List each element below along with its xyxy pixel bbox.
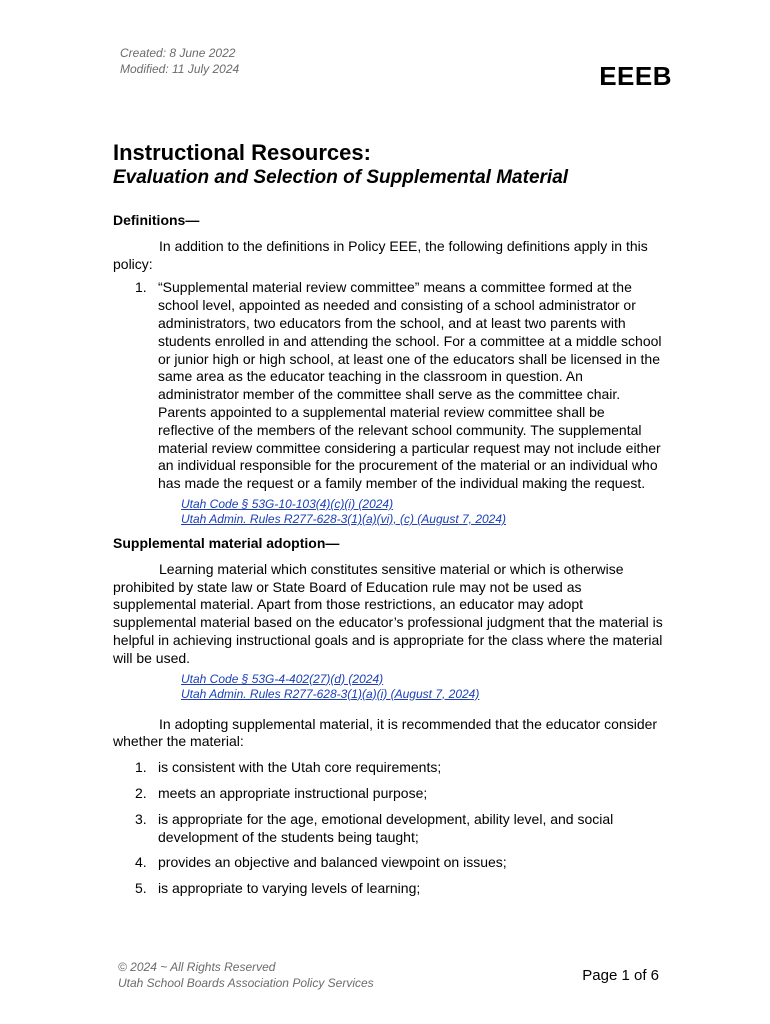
adoption-paragraph: Learning material which constitutes sensitive material or which is otherwise prohibited by state law or State Board of Education rule may not be used as supplemental material. Apart from those restrictions, an educator may adopt supplemental material based on the educator’s professional judgment that the material is helpful in achieving instructional goals and is appropriate for the class where the material will be used. [113, 560, 663, 666]
page-number: Page 1 of 6 [582, 967, 659, 984]
list-text: is consistent with the Utah core requirements; [158, 759, 442, 776]
page-title: Instructional Resources: [113, 140, 371, 165]
list-number: 1. [135, 759, 147, 776]
list-text: meets an appropriate instructional purpose; [158, 784, 428, 801]
modified-date: Modified: 11 July 2024 [120, 62, 240, 76]
page-subtitle: Evaluation and Selection of Supplemental Material [113, 167, 569, 188]
list-item [113, 880, 663, 898]
list-item [113, 854, 663, 872]
definitions-references [181, 497, 663, 527]
copyright-text: © 2024 ~ All Rights Reserved [118, 960, 276, 974]
list-number: 2. [135, 784, 147, 801]
document-meta [120, 45, 239, 77]
list-number: 5. [135, 880, 147, 897]
list-item [113, 811, 663, 847]
list-item [113, 759, 663, 777]
consider-intro: In adopting supplemental material, it is recommended that the educator consider whether the material: [113, 715, 658, 750]
list-item [113, 279, 663, 493]
adoption-heading: Supplemental material adoption— [113, 534, 340, 551]
list-text: “Supplemental material review committee” means a committee formed at the school level, appointed as needed and consisting of a school administrator or administrators, two educators from the school, and at least two parents with students enrolled in and attending the school. For a committee at a middle school or junior high or high school, at least one of the educators shall be licensed in the same area as the educator teaching in the classroom in question. An administrator member of the committee shall serve as the committee chair. Parents appointed to a supplemental material review committee shall be reflective of the members of the relevant school community. The supplemental material review committee considering a particular request may not include either an individual responsible for the procurement of the material or an individual who has made the request or a family member of the individual making the request. [158, 279, 662, 492]
policy-code: EEEB [599, 61, 672, 91]
adoption-references [181, 672, 663, 702]
list-number: 4. [135, 854, 147, 871]
definitions-heading: Definitions— [113, 212, 200, 228]
reference-link[interactable]: Utah Code § 53G-10-103(4)(c)(i) (2024) [181, 496, 394, 511]
list-item [113, 785, 663, 803]
definitions-intro: In addition to the definitions in Policy EEE, the following definitions apply in this policy: [113, 237, 648, 272]
publisher-text: Utah School Boards Association Policy Services [118, 976, 374, 990]
reference-link[interactable]: Utah Code § 53G-4-402(27)(d) (2024) [181, 671, 384, 686]
footer-copyright [118, 959, 374, 991]
list-text: is appropriate for the age, emotional development, ability level, and social development of the students being taught; [158, 810, 614, 845]
created-date: Created: 8 June 2022 [120, 46, 236, 60]
reference-link[interactable]: Utah Admin. Rules R277-628-3(1)(a)(i) (August 7, 2024) [181, 686, 480, 701]
list-number: 3. [135, 810, 147, 827]
consider-list [113, 759, 663, 898]
list-text: provides an objective and balanced viewpoint on issues; [158, 854, 507, 871]
list-text: is appropriate to varying levels of learning; [158, 880, 421, 897]
reference-link[interactable]: Utah Admin. Rules R277-628-3(1)(a)(vi), (c) (August 7, 2024) [181, 511, 507, 526]
list-number: 1. [135, 279, 147, 296]
document-body [113, 212, 663, 906]
definitions-list [113, 279, 663, 493]
